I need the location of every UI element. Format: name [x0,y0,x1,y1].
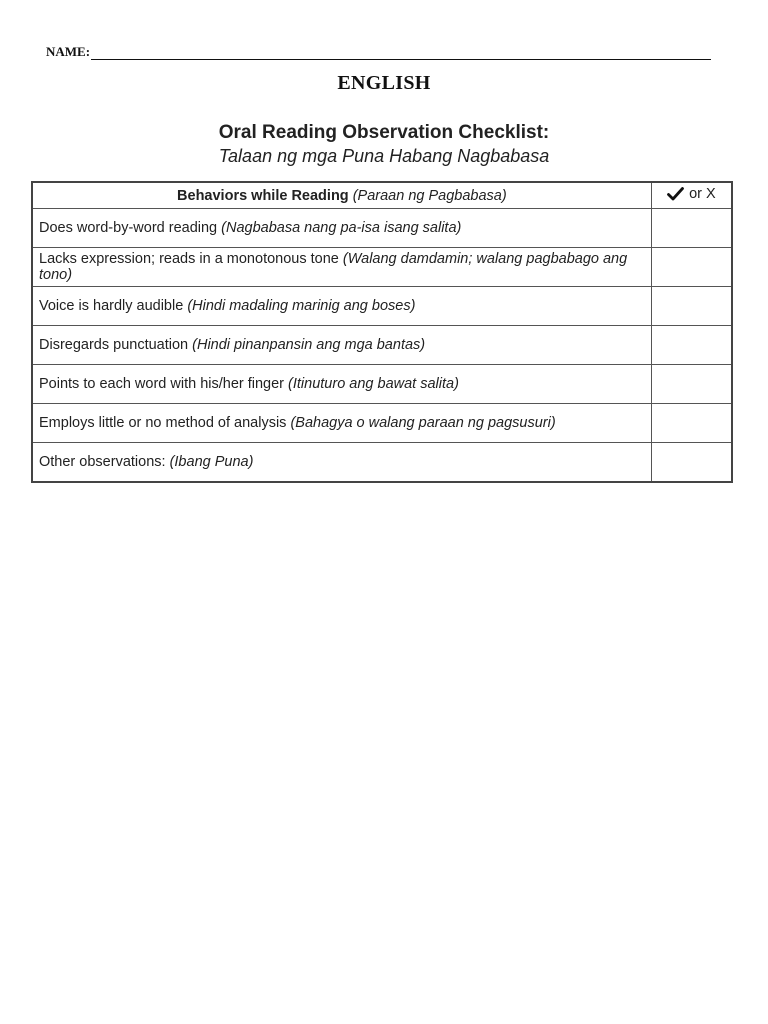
behavior-text-en: Does word-by-word reading [39,220,218,236]
checklist-subtitle: Talaan ng mga Puna Habang Nagbabasa [218,146,550,166]
table-row [32,287,732,326]
behavior-cell [32,248,651,287]
name-input-line[interactable] [91,45,711,60]
behavior-text-en: Employs little or no method of analysis [39,415,287,431]
behavior-header-en: Behaviors while Reading [177,187,349,204]
behavior-cell [32,209,651,248]
behavior-text-fil: (Nagbabasa nang pa-isa isang salita) [221,220,462,236]
behavior-text-en: Other observations: [39,454,166,470]
behavior-column-header [32,182,651,209]
mark-header-text: or X [689,186,716,202]
behavior-cell [32,443,651,483]
mark-cell[interactable] [651,326,732,365]
behavior-text-en: Disregards punctuation [39,337,189,353]
mark-cell[interactable] [651,443,732,483]
name-field-row [46,44,711,60]
behavior-header-fil: (Paraan ng Pagbabasa) [352,187,507,204]
table-header-row [32,182,732,209]
observation-checklist-table [31,181,733,483]
behavior-text-en: Lacks expression; reads in a monotonous tone [39,251,339,267]
mark-cell[interactable] [651,365,732,404]
behavior-cell [32,287,651,326]
subject-title: ENGLISH [337,72,431,94]
mark-cell[interactable] [651,248,732,287]
check-icon [667,187,684,201]
behavior-cell [32,365,651,404]
mark-cell[interactable] [651,287,732,326]
mark-cell[interactable] [651,209,732,248]
behavior-cell [32,404,651,443]
table-row [32,209,732,248]
table-row [32,443,732,483]
table-row [32,404,732,443]
mark-column-header [651,182,732,209]
name-label: NAME: [46,44,91,59]
behavior-text-fil: (Hindi madaling marinig ang boses) [187,298,416,314]
table-row [32,365,732,404]
checklist-title: Oral Reading Observation Checklist: [218,122,550,143]
mark-cell[interactable] [651,404,732,443]
behavior-text-fil: (Ibang Puna) [169,454,254,470]
behavior-cell [32,326,651,365]
table-row [32,248,732,287]
table-row [32,326,732,365]
behavior-text-fil: (Bahagya o walang paraan ng pagsusuri) [290,415,556,431]
behavior-text-fil: (Itinuturo ang bawat salita) [288,376,459,392]
behavior-text-en: Voice is hardly audible [39,298,184,314]
behavior-text-en: Points to each word with his/her finger [39,376,285,392]
behavior-text-fil: (Walang damdamin; walang pagbabago ang tono) [39,251,628,283]
behavior-text-fil: (Hindi pinanpansin ang mga bantas) [192,337,426,353]
